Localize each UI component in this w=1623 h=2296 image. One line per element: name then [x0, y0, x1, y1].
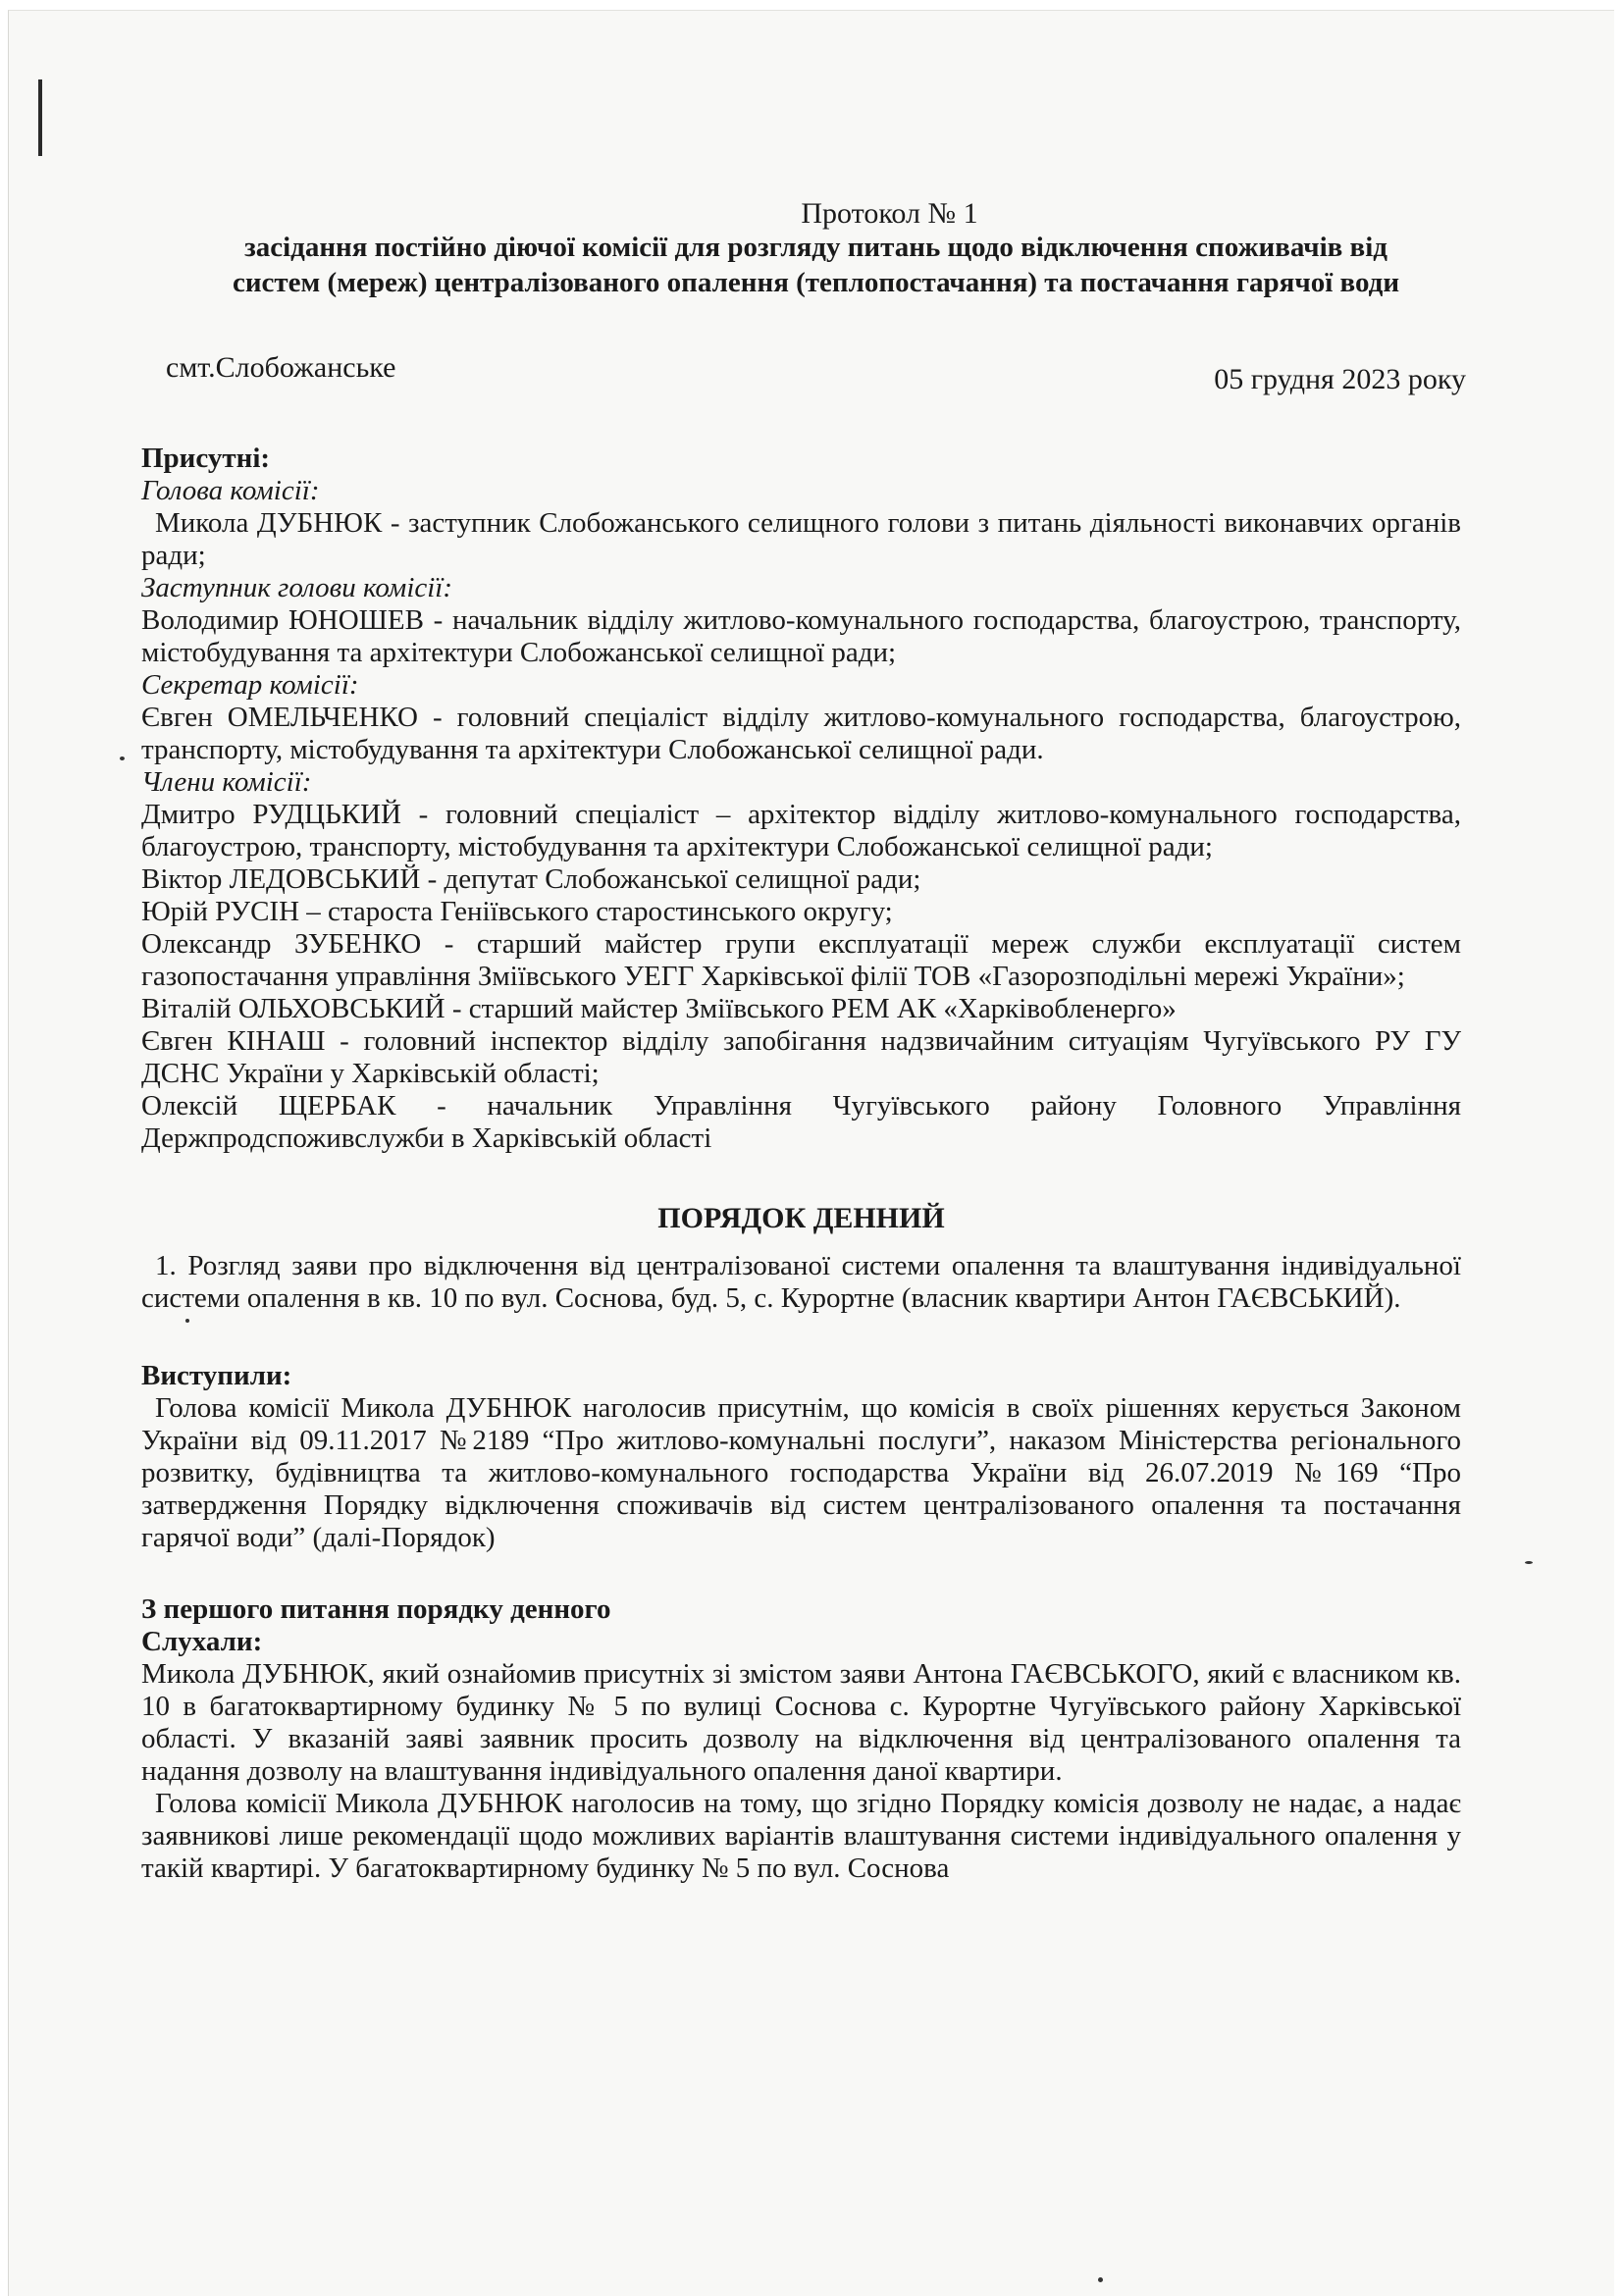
- member-entry: Юрій РУСІН – староста Геніївського старостинського округу;: [141, 896, 893, 927]
- document-title: [171, 197, 1461, 300]
- deputy-entry: Володимир ЮНОШЕВ - начальник відділу житлово-комунального господарства, благоустрою, транспорту, містобудування та архітектури Слобожанської селищної ради;: [141, 604, 1461, 668]
- place: смт.Слобожанське: [166, 351, 396, 384]
- member-entry: Євген КІНАШ - головний інспектор відділу запобігання надзвичайним ситуаціям Чугуївського РУ ГУ ДСНС України у Харківській області;: [141, 1025, 1461, 1089]
- listened-paragraph-2: Голова комісії Микола ДУБНЮК наголосив на тому, що згідно Порядку комісія дозволу не надає, а надає заявникові лише рекомендації щодо можливих варіантів влаштування системи індивідуального опалення у такій квартирі. У багатоквартирному будинку № 5 по вул. Соснова: [141, 1788, 1461, 1884]
- document-page: [8, 10, 1614, 2296]
- date: 05 грудня 2023 року: [1214, 363, 1466, 395]
- member-entry: Віталій ОЛЬХОВСЬКИЙ - старший майстер Зміївського РЕМ АК «Харківобленерго»: [141, 993, 1177, 1024]
- member-entry: Олександр ЗУБЕНКО - старший майстер групи експлуатації мереж служби експлуатації систем газопостачання управління Зміївського УЕГГ Харківської філії ТОВ «Газорозподільні мережі України»;: [141, 928, 1461, 992]
- title-line-2: систем (мереж) централізованого опалення (теплопостачання) та постачання гарячої води: [232, 267, 1400, 298]
- spoke-text: Голова комісії Микола ДУБНЮК наголосив присутнім, що комісія в своїх рішеннях керується Законом України від 09.11.2017 №2189 “Про житлово-комунальні послуги”, наказом Міністерства регіонального розвитку, будівництва та житлово-комунального господарства України від 26.07.2019 №169 “Про затвердження Порядку відключення споживачів від систем централізованого опалення та постачання гарячої води” (далі-Порядок): [141, 1392, 1461, 1553]
- first-question-heading: З першого питання порядку денного: [141, 1593, 611, 1625]
- scan-artifact-mark: [38, 79, 42, 156]
- listened-heading: Слухали:: [141, 1626, 263, 1657]
- scan-speck: [1525, 1561, 1533, 1564]
- present-section: [141, 443, 1461, 1155]
- protocol-number: Протокол № 1: [801, 197, 978, 230]
- scan-speck: [1098, 2277, 1103, 2282]
- spoke-section: [141, 1360, 1461, 1554]
- spoke-heading: Виступили:: [141, 1360, 292, 1391]
- chair-role: Голова комісії:: [141, 475, 320, 506]
- members-role: Члени комісії:: [141, 766, 312, 798]
- scan-speck: [120, 757, 125, 760]
- chair-entry: Микола ДУБНЮК - заступник Слобожанського селищного голови з питань діяльності виконавчих органів ради;: [141, 507, 1461, 571]
- agenda-item-1: 1. Розгляд заяви про відключення від централізованої системи опалення та влаштування індивідуальної системи опалення в кв. 10 по вул. Соснова, буд. 5, с. Курортне (власник квартири Антон ГАЄВСЬКИЙ).: [141, 1250, 1461, 1314]
- first-question-section: [141, 1593, 1461, 1885]
- document-body: [141, 197, 1466, 1885]
- listened-paragraph-1: Микола ДУБНЮК, який ознайомив присутніх зі змістом заяви Антона ГАЄВСЬКОГО, який є власником кв. 10 в багатоквартирному будинку № 5 по вулиці Соснова с. Курортне Чугуївського району Харківської області. У вказаній заяві заявник просить дозволу на відключення від централізованого опалення та надання дозволу на влаштування індивідуального опалення даної квартири.: [141, 1658, 1461, 1787]
- place-date-row: [141, 351, 1466, 395]
- secretary-entry: Євген ОМЕЛЬЧЕНКО - головний спеціаліст відділу житлово-комунального господарства, благоустрою, транспорту, містобудування та архітектури Слобожанської селищної ради.: [141, 702, 1461, 765]
- present-heading: Присутні:: [141, 443, 271, 474]
- secretary-role: Секретар комісії:: [141, 669, 359, 701]
- deputy-role: Заступник голови комісії:: [141, 572, 453, 603]
- member-entry: Віктор ЛЕДОВСЬКИЙ - депутат Слобожанської селищної ради;: [141, 863, 921, 895]
- agenda-heading: ПОРЯДОК ДЕННИЙ: [657, 1202, 945, 1234]
- title-line-1: засідання постійно діючої комісії для розгляду питань щодо відключення споживачів від: [244, 232, 1387, 263]
- member-entry: Олексій ЩЕРБАК - начальник Управління Чугуївського району Головного Управління Держпродспоживслужби в Харківській області: [141, 1090, 1461, 1154]
- member-entry: Дмитро РУДЦЬКИЙ - головний спеціаліст – архітектор відділу житлово-комунального господарства, благоустрою, транспорту, містобудування та архітектури Слобожанської селищної ради;: [141, 799, 1461, 862]
